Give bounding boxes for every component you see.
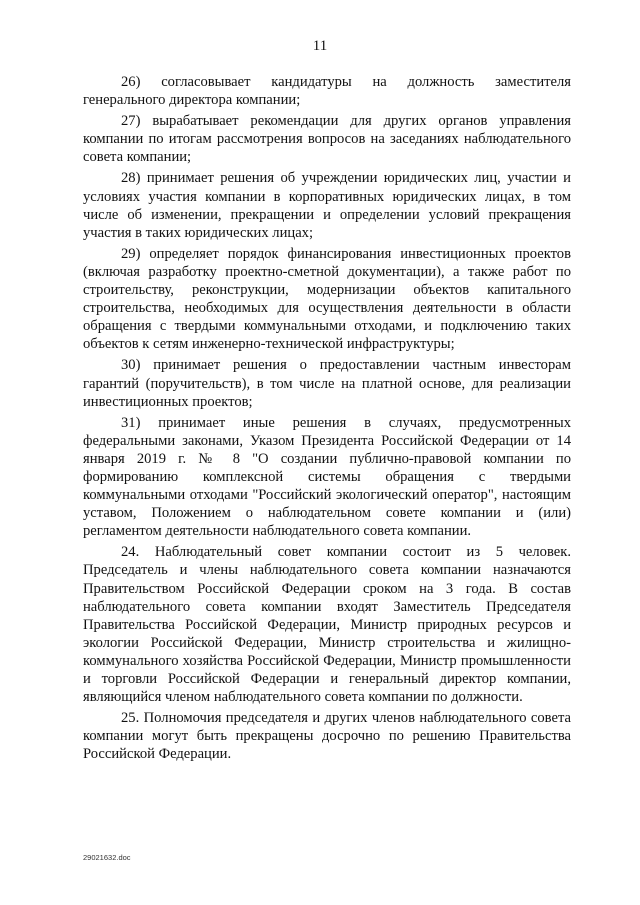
section-25: 25. Полномочия председателя и других членов наблюдательного совета компании могут быть прекращены досрочно по решению Правительства Российской Федерации. bbox=[83, 710, 571, 763]
item-28: 28) принимает решения об учреждении юридических лиц, участии и условиях участия компании в корпоративных юридических лицах, в том числе об изменении, прекращении и определении условий прекращения участия в таких юридических лицах; bbox=[83, 170, 571, 241]
section-24: 24. Наблюдательный совет компании состоит из 5 человек. Председатель и члены наблюдательного совета компании назначаются Правительством Российской Федерации сроком на 3 года. В состав наблюдательного совета компании входят Заместитель Председателя Правительства Российской Федерации, Министр природных ресурсов и экологии Российской Федерации, Министр строительства и жилищно-коммунального хозяйства Российской Федерации, Министр промышленности и торговли Российской Федерации и генеральный директор компании, являющийся членом наблюдательного совета компании по должности. bbox=[83, 544, 571, 706]
footer-filename: 29021632.doc bbox=[83, 853, 131, 862]
item-29: 29) определяет порядок финансирования инвестиционных проектов (включая разработку проектно-сметной документации), а также работ по строительству, реконструкции, модернизации объектов капитального строительства, необходимых для осуществления деятельности в области обращения с твердыми коммунальными отходами, и подключению таких объектов к сетям инженерно-технической инфраструктуры; bbox=[83, 245, 571, 353]
item-31: 31) принимает иные решения в случаях, предусмотренных федеральными законами, Указом Президента Российской Федерации от 14 января 2019 г. № 8 "О создании публично-правовой компании по формированию комплексной системы обращения с твердыми коммунальными отходами "Российский экологический оператор", настоящим уставом, Положением о наблюдательном совете компании и (или) регламентом деятельности наблюдательного совета компании. bbox=[83, 414, 571, 540]
item-30: 30) принимает решения о предоставлении частным инвесторам гарантий (поручительств), в том числе на платной основе, для реализации инвестиционных проектов; bbox=[83, 357, 571, 410]
document-body bbox=[83, 73, 571, 766]
item-26: 26) согласовывает кандидатуры на должность заместителя генерального директора компании; bbox=[83, 74, 571, 109]
page-number: 11 bbox=[312, 38, 328, 54]
item-27: 27) вырабатывает рекомендации для других органов управления компании по итогам рассмотрения вопросов на заседаниях наблюдательного совета компании; bbox=[83, 113, 571, 166]
